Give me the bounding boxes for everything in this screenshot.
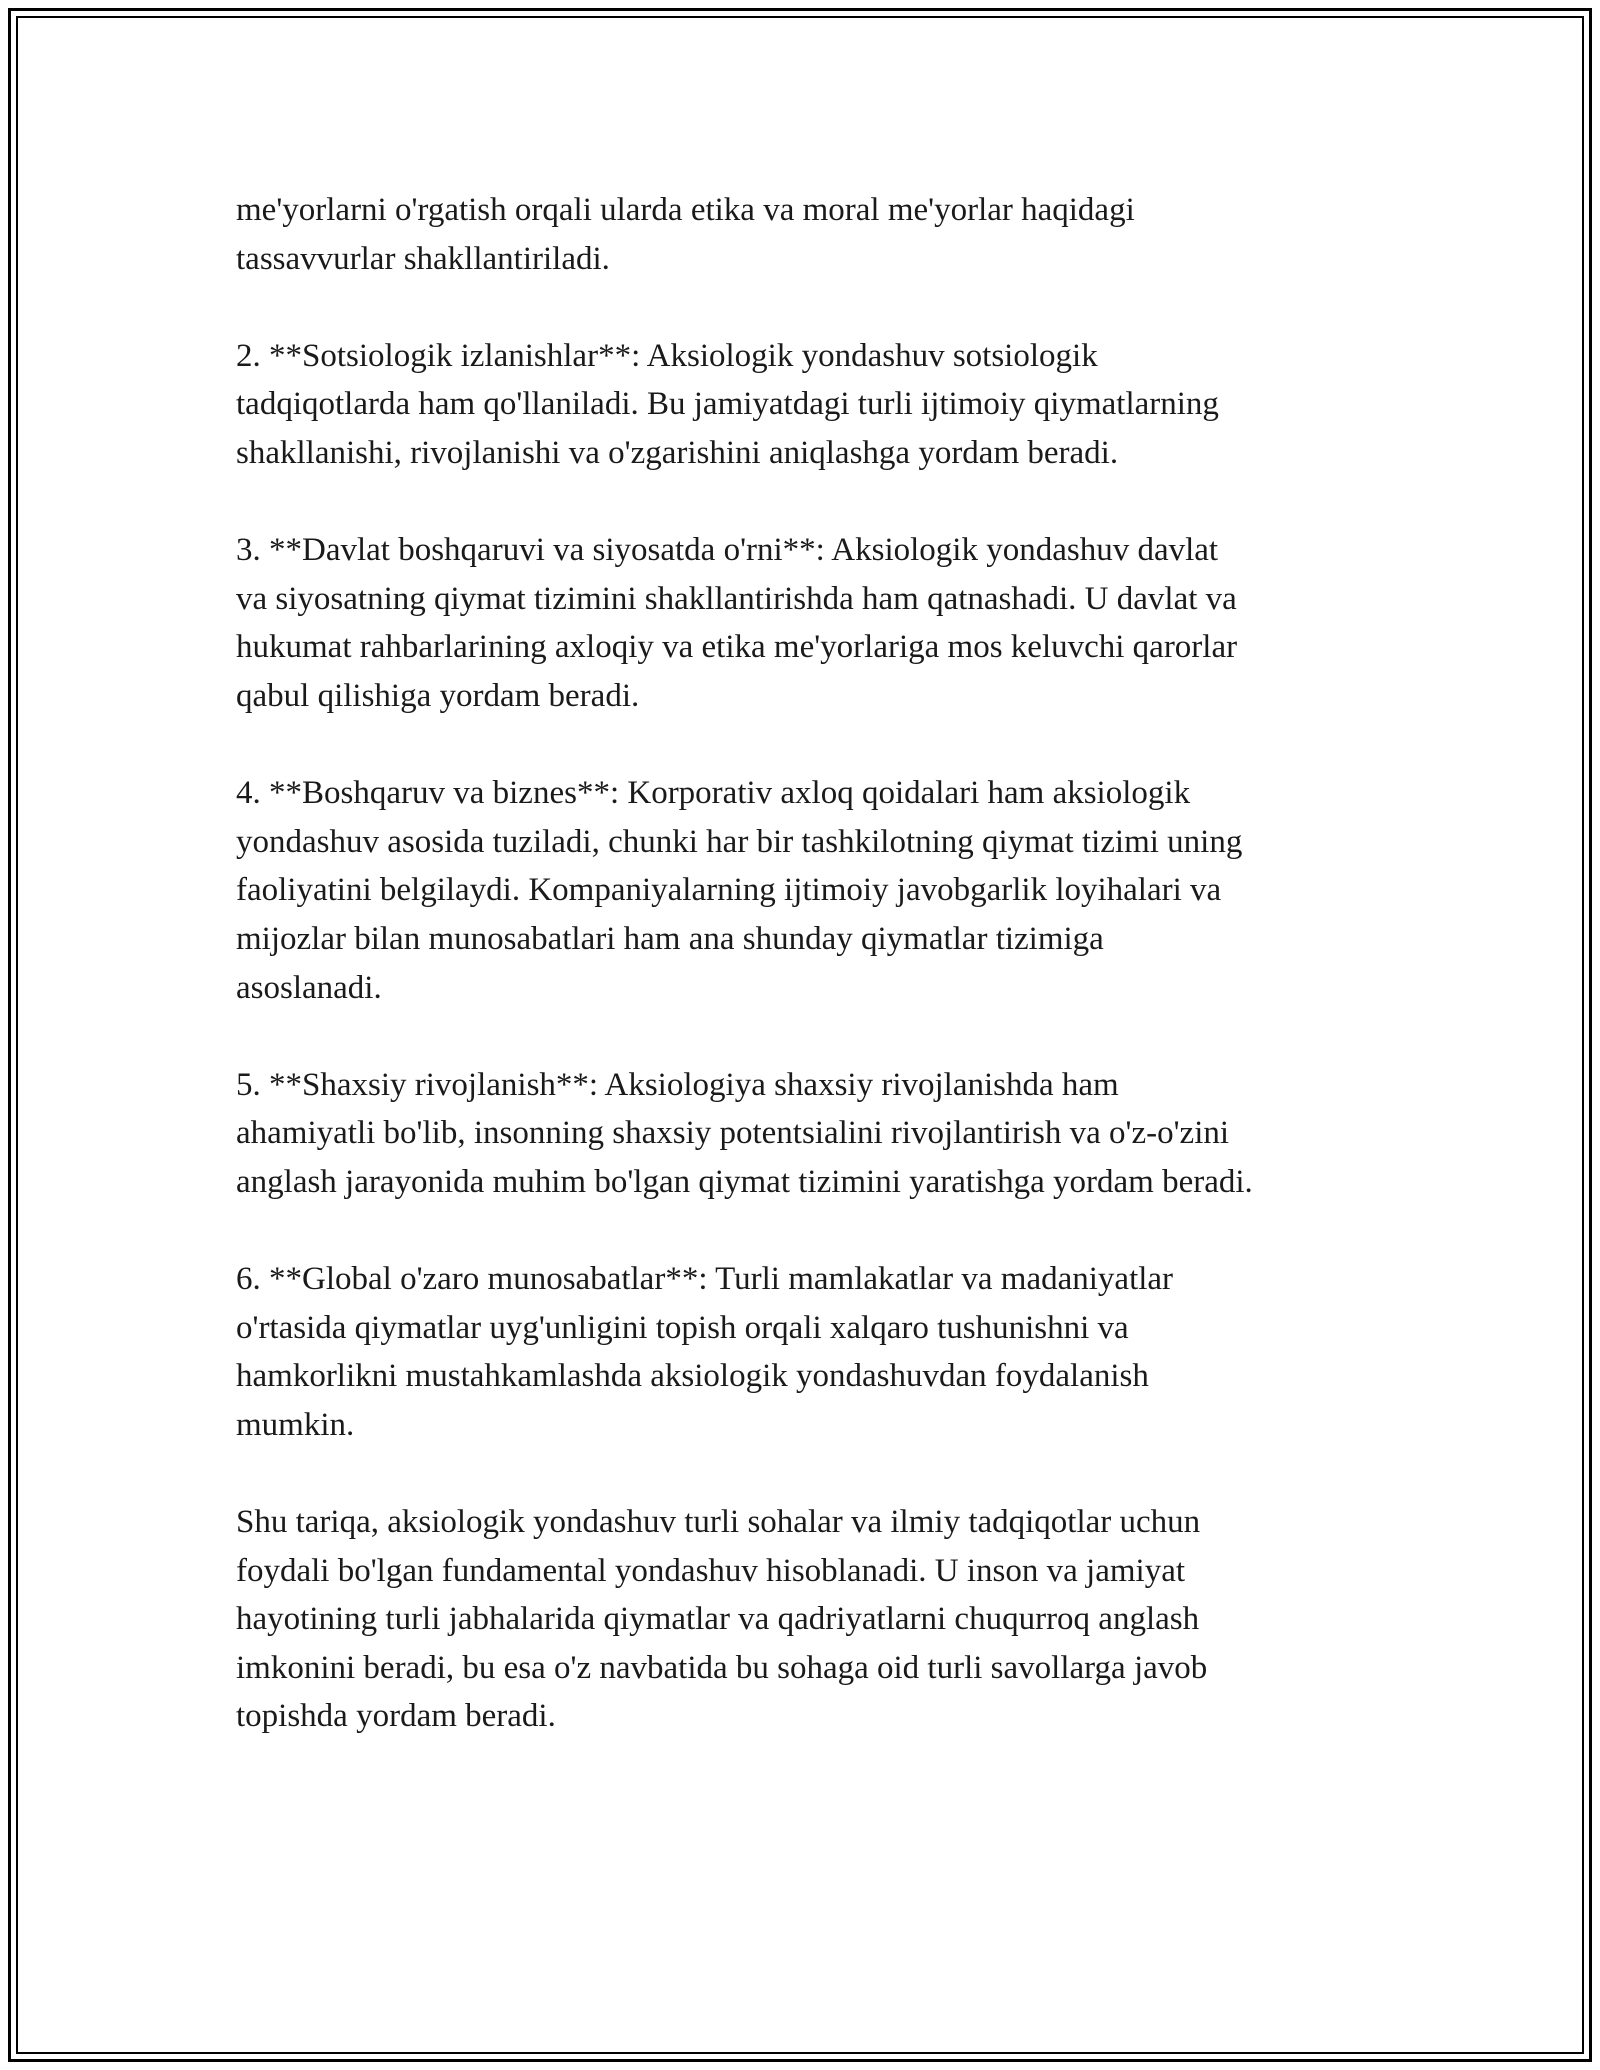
paragraph-intro-continuation: me'yorlarni o'rgatish orqali ularda etika va moral me'yorlar haqidagi tassavvurlar shakllantiriladi. [236, 192, 1135, 277]
document-body [236, 186, 1406, 1741]
paragraph-item-3: 3. **Davlat boshqaruvi va siyosatda o'rni**: Aksiologik yondashuv davlat va siyosatning qiymat tizimini shakllantirishda ham qatnashadi. U davlat va hukumat rahbarlarining axloqiy va etika me'yorlariga mos keluvchi qarorlar qabul qilishiga yordam beradi. [236, 532, 1238, 714]
paragraph-item-2: 2. **Sotsiologik izlanishlar**: Aksiologik yondashuv sotsiologik tadqiqotlarda ham qo'llaniladi. Bu jamiyatdagi turli ijtimoiy qiymatlarning shakllanishi, rivojlanishi va o'zgarishini aniqlashga yordam beradi. [236, 337, 1219, 471]
paragraph-item-6: 6. **Global o'zaro munosabatlar**: Turli mamlakatlar va madaniyatlar o'rtasida qiymatlar uyg'unligini topish orqali xalqaro tushunishni va hamkorlikni mustahkamlashda aksiologik yondashuvdan foydalanish mumkin. [236, 1261, 1174, 1443]
paragraph-item-4: 4. **Boshqaruv va biznes**: Korporativ axloq qoidalari ham aksiologik yondashuv asosida tuziladi, chunki har bir tashkilotning qiymat tizimi uning faoliyatini belgilaydi. Kompaniyalarning ijtimoiy javobgarlik loyihalari va mijozlar bilan munosabatlari ham ana shunday qiymatlar tizimiga asoslanadi. [236, 775, 1243, 1006]
paragraph-conclusion: Shu tariqa, aksiologik yondashuv turli sohalar va ilmiy tadqiqotlar uchun foydali bo'lgan fundamental yondashuv hisoblanadi. U inson va jamiyat hayotining turli jabhalarida qiymatlar va qadriyatlarni chuqurroq anglash imkonini beradi, bu esa o'z navbatida bu sohaga oid turli savollarga javob topishda yordam beradi. [236, 1504, 1208, 1735]
paragraph-item-5: 5. **Shaxsiy rivojlanish**: Aksiologiya shaxsiy rivojlanishda ham ahamiyatli bo'lib, insonning shaxsiy potentsialini rivojlantirish va o'z-o'zini anglash jarayonida muhim bo'lgan qiymat tizimini yaratishga yordam beradi. [236, 1066, 1253, 1200]
